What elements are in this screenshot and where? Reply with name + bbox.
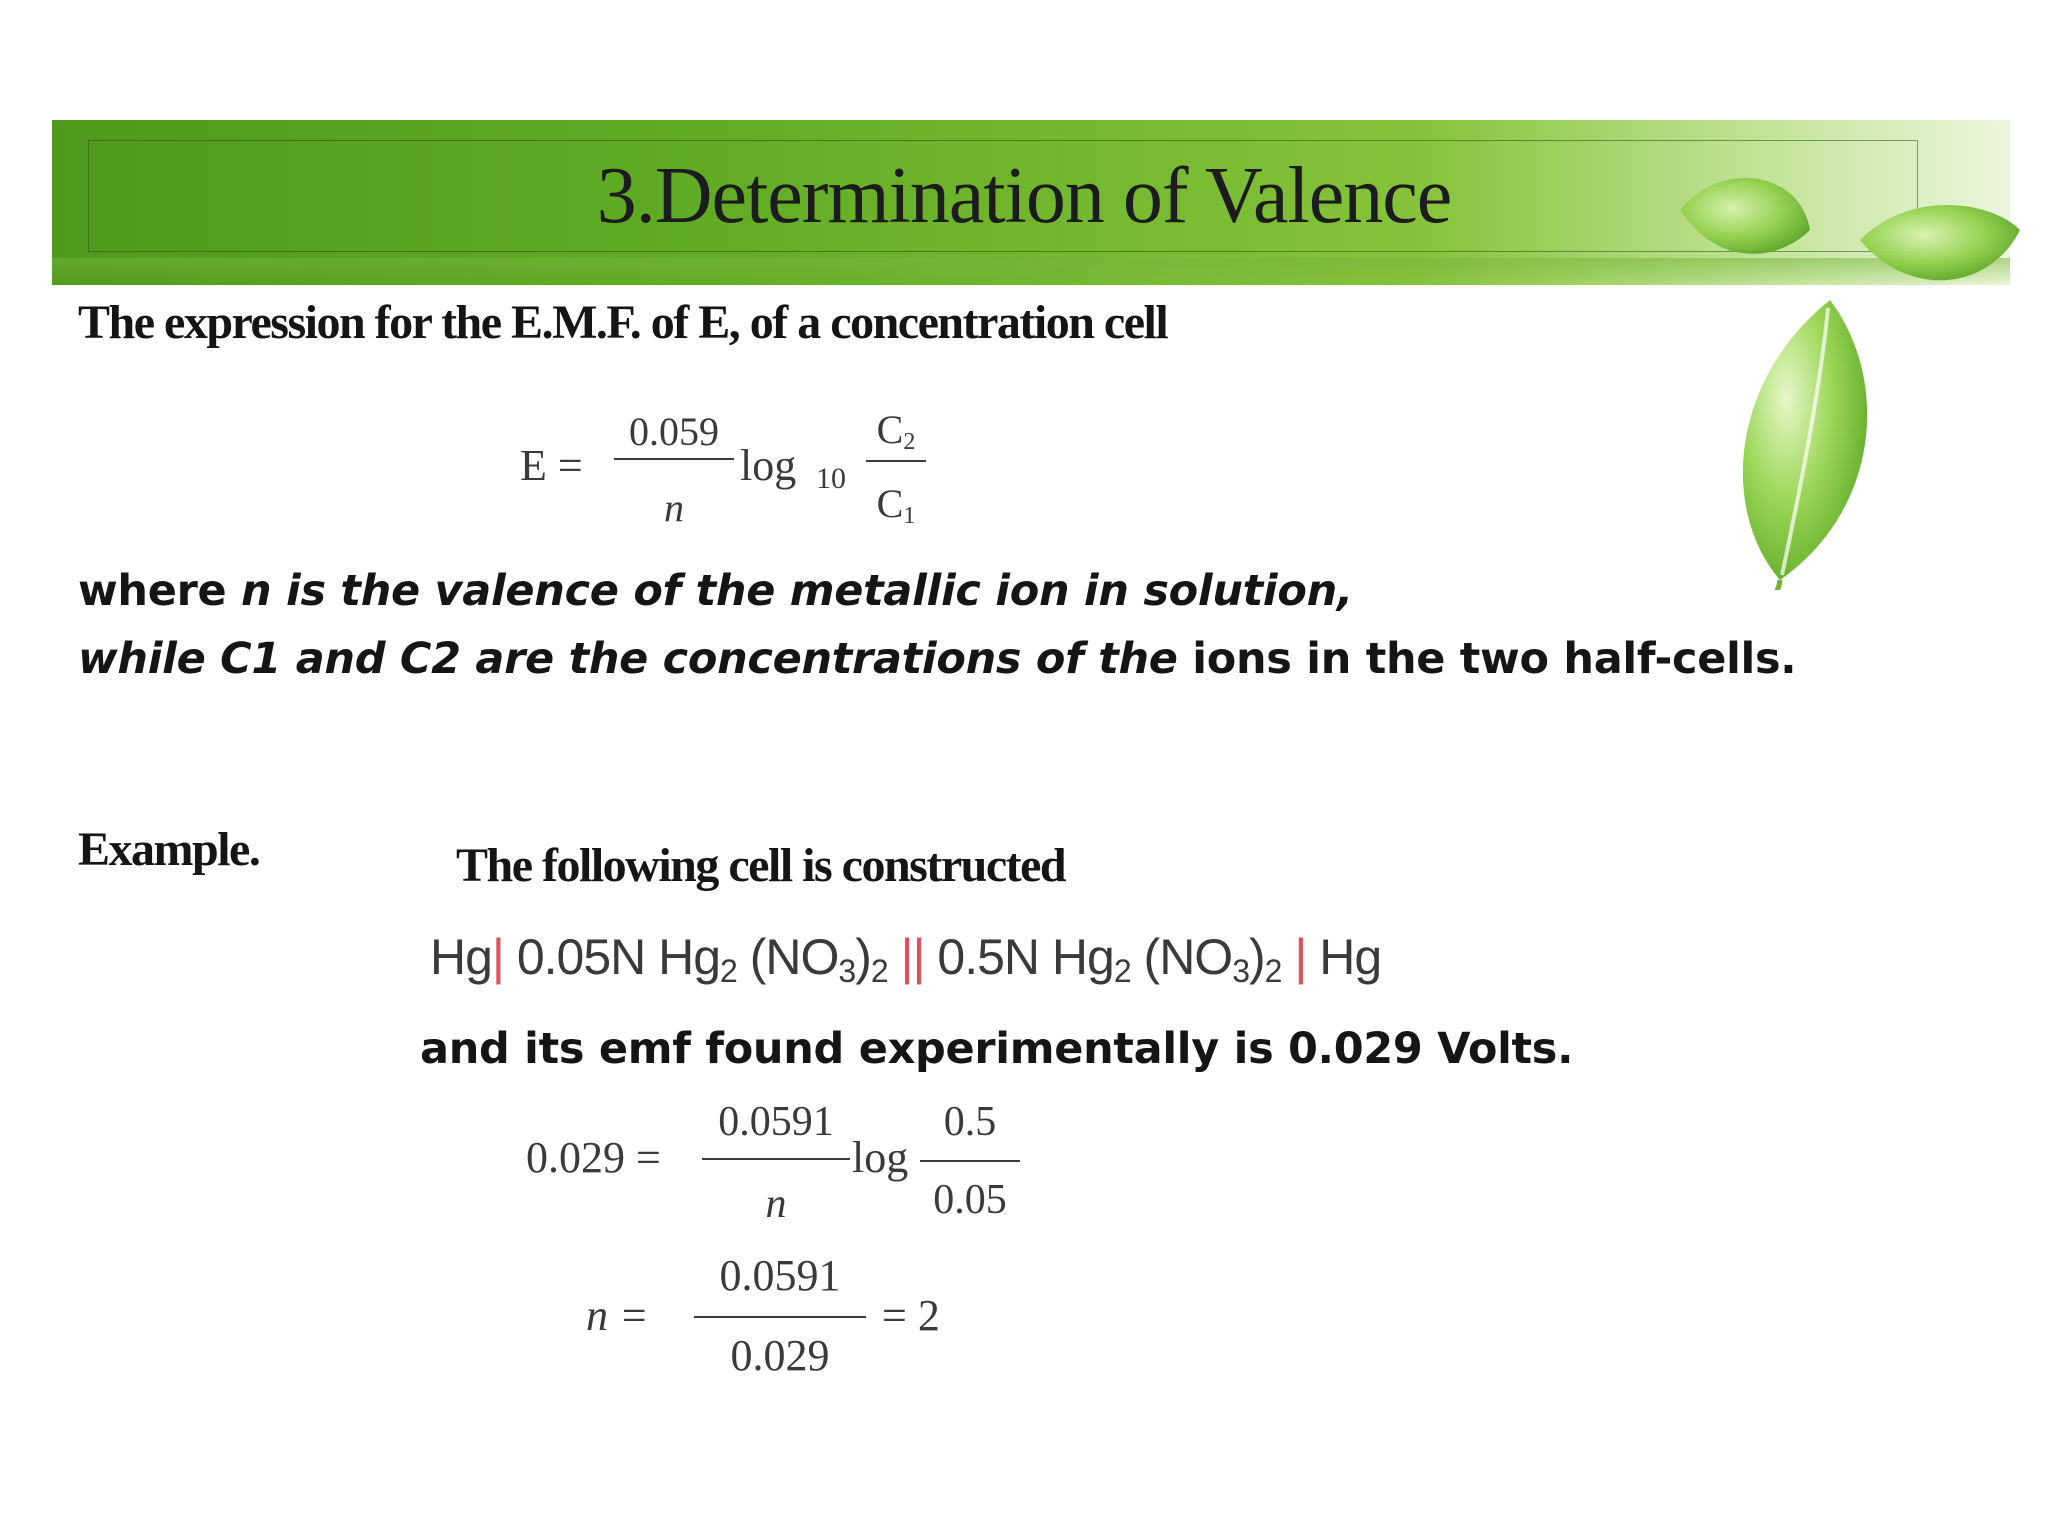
where-line-2: while C1 and C2 are the concentrations of the ions in the two half-cells.	[78, 634, 1797, 684]
example-heading: The following cell is constructed	[456, 839, 1066, 892]
example-label: Example.	[78, 823, 260, 876]
eq1-log: log	[740, 441, 797, 490]
eq3-rhs: = 2	[882, 1291, 940, 1340]
eq2-log: log	[852, 1133, 909, 1182]
eq3-numerator: 0.0591	[719, 1251, 841, 1300]
eq3-lhs: n =	[586, 1291, 649, 1340]
eq2-ratio-denominator: 0.05	[933, 1177, 1007, 1223]
eq1-lhs: E =	[520, 441, 583, 490]
eq1-c-numerator: C2	[876, 407, 916, 455]
where-line-1: where n is the valence of the metallic ion in solution,	[78, 566, 1353, 616]
emf-sentence: and its emf found experimentally is 0.029 Volts.	[420, 1024, 1574, 1074]
eq2-lhs: 0.029 =	[526, 1133, 661, 1182]
eq1-denominator: n	[664, 485, 684, 530]
cell-notation: Hg| 0.05N $Hg_2$ $(NO_3)_2$ || 0.5N $Hg_2$ $(NO_3)_2$ | Hg	[430, 929, 1382, 989]
eq3-fraction-bar	[694, 1316, 866, 1318]
slide-title: 3.Determination of Valence	[596, 152, 1452, 240]
intro-text: The expression for the E.M.F. of E, of a concentration cell	[78, 296, 1168, 349]
eq2-ratio-numerator: 0.5	[943, 1099, 997, 1145]
eq2-denominator: n	[765, 1181, 787, 1227]
eq3-denominator: 0.029	[730, 1331, 830, 1380]
eq1-c-denominator: C1	[876, 481, 916, 529]
eq2-numerator: 0.0591	[718, 1099, 834, 1145]
eq1-log-base: 10	[816, 462, 846, 495]
eq1-numerator: 0.059	[629, 409, 719, 454]
